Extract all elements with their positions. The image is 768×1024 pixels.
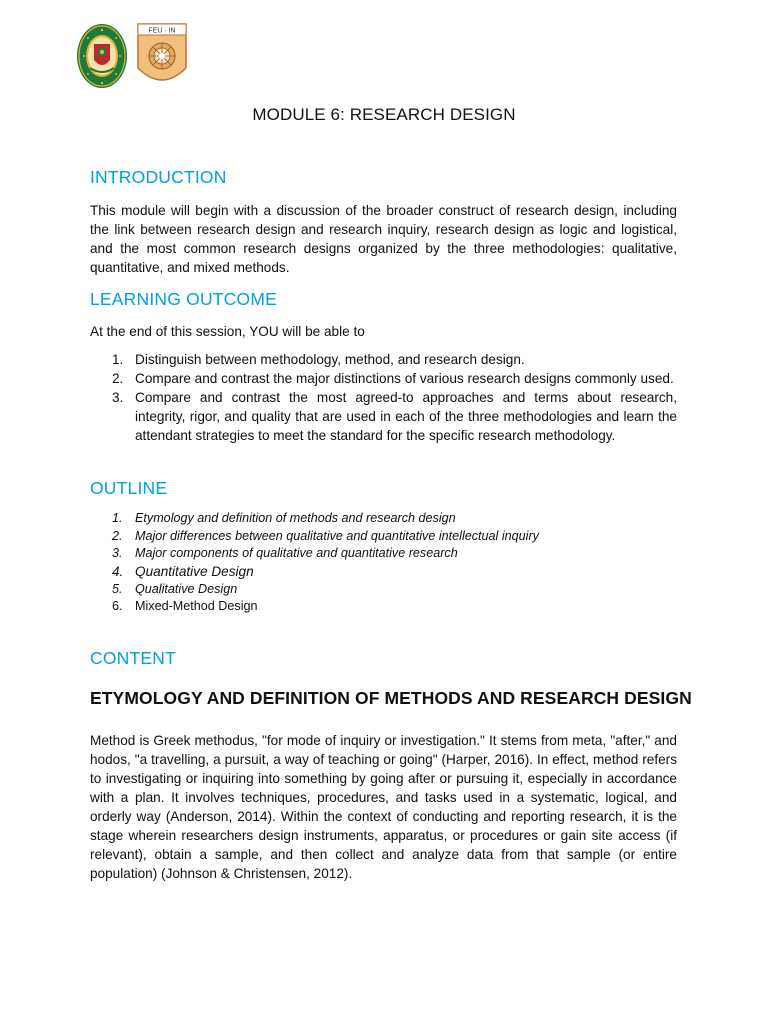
list-item-text: Quantitative Design: [135, 563, 254, 579]
list-item: [90, 581, 677, 599]
list-item-text: Etymology and definition of methods and research design: [135, 511, 456, 525]
university-seal-icon: [76, 22, 128, 90]
list-item-text: Distinguish between methodology, method, and research design.: [135, 352, 525, 367]
learning-outcome-list: [90, 350, 677, 445]
list-number: 1.: [112, 352, 124, 367]
content-text: Method is Greek methodus, "for mode of inquiry or investigation." It stems from meta, "after," and hodos, "a travelling, a pursuit, a way of teaching or going" (Harper, 2016). In effect, method refers to investigating or inquiring into something by going after or pursuing it, especially in accordance with a plan. It involves techniques, procedures, and tasks used in a systematic, logical, and orderly way (Anderson, 2014). Within the context of conducting and reporting research, it is the stage wherein researchers design instruments, apparatus, or procedures or gain site access (if relevant), obtain a sample, and then collect and analyze data from that sample (or entire population) (Johnson & Christensen, 2012).: [90, 733, 677, 881]
list-item-text: Compare and contrast the major distinctions of various research designs commonly used.: [135, 371, 674, 386]
list-item: [90, 510, 677, 528]
learning-outcome-lead: At the end of this session, YOU will be able to: [90, 324, 365, 339]
list-number: 5.: [112, 581, 123, 596]
list-number: 3.: [112, 546, 123, 561]
feu-in-shield-icon: [136, 22, 188, 90]
list-number: 1.: [112, 511, 123, 525]
list-number: 2.: [112, 371, 124, 386]
list-item-text: Major components of qualitative and quantitative research: [135, 546, 458, 561]
introduction-text: This module will begin with a discussion of the broader construct of research design, including the link between research design and research inquiry, research design as logic and logistical, and the most common research designs organized by the three methodologies: qualitative, quantitative, and mixed methods.: [90, 203, 677, 275]
list-item: [90, 388, 677, 445]
list-item: [90, 598, 677, 616]
introduction-heading: INTRODUCTION: [90, 167, 227, 187]
outline-heading: OUTLINE: [90, 478, 168, 498]
feu-in-label: FEU · IN: [148, 27, 176, 35]
learning-outcome-heading: LEARNING OUTCOME: [90, 289, 277, 309]
list-item-text: Mixed-Method Design: [135, 599, 258, 614]
list-number: 6.: [112, 599, 123, 614]
outline-list: [90, 510, 677, 616]
list-item: [90, 369, 677, 388]
list-number: 3.: [112, 390, 124, 405]
content-heading: CONTENT: [90, 648, 176, 668]
list-number: 4.: [112, 563, 124, 579]
list-item-text: Qualitative Design: [135, 581, 238, 596]
list-item: [90, 528, 677, 546]
section-heading: ETYMOLOGY AND DEFINITION OF METHODS AND RESEARCH DESIGN: [90, 688, 692, 708]
list-item-text: Major differences between qualitative and quantitative intellectual inquiry: [135, 528, 539, 543]
list-item: [90, 563, 677, 581]
list-item-text: Compare and contrast the most agreed-to approaches and terms about research, integrity, rigor, and quality that are used in each of the three methodologies and learn the attendant strategies to meet the standard for the specific research methodology.: [135, 390, 677, 443]
list-item: [90, 545, 677, 563]
list-item: [90, 350, 677, 369]
page-title: MODULE 6: RESEARCH DESIGN: [252, 105, 516, 125]
list-number: 2.: [112, 528, 123, 543]
